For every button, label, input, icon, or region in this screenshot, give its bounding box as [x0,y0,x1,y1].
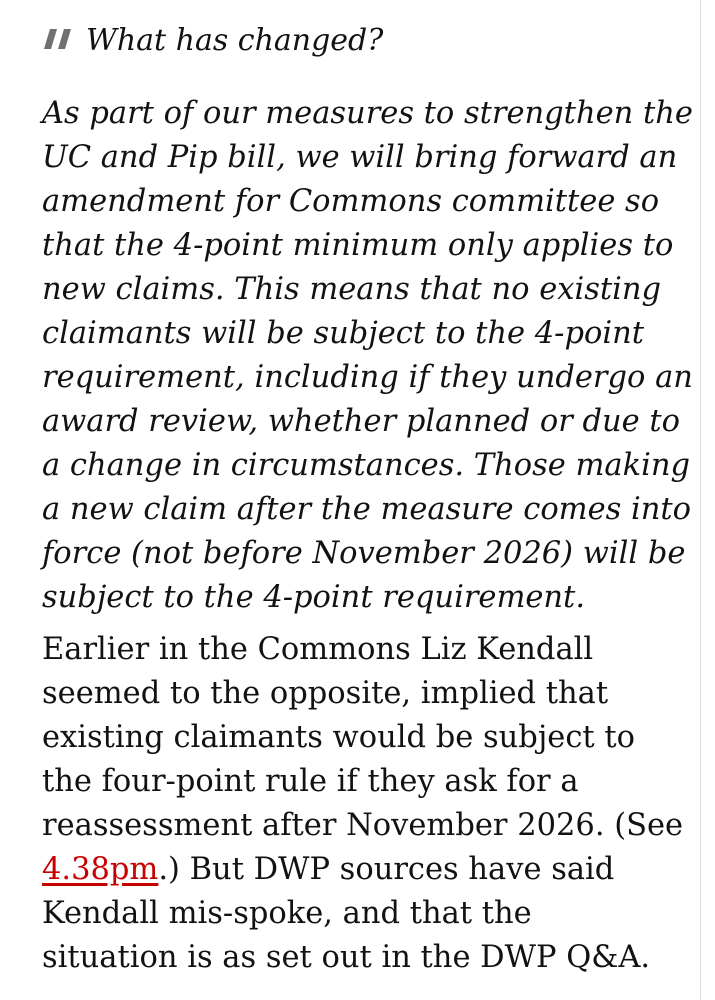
quote-line: amendment for Commons committee so [42,184,660,219]
body-paragraph [42,628,682,980]
quote-line: claimants will be subject to the 4-point [42,316,645,351]
paragraph-line: reassessment after November 2026. (See [42,808,684,843]
paragraph-line: Earlier in the Commons Liz Kendall [42,632,594,667]
quote-line: award review, whether planned or due to [42,404,681,439]
paragraph-line-tail: .) But DWP sources have said [158,852,615,887]
quote-heading [42,16,682,64]
paragraph-line: existing claimants would be subject to [42,720,635,755]
quote-line: a new claim after the measure comes into [42,492,692,527]
paragraph-line: seemed to the opposite, implied that [42,676,609,711]
paragraph-line: situation is as set out in the DWP Q&A. [42,940,651,975]
quote-line: that the 4-point minimum only applies to [42,228,674,263]
paragraph-line: the four-point rule if they ask for a [42,764,579,799]
quote-line: a change in circumstances. Those making [42,448,691,483]
quote-line: requirement, including if they undergo an [42,360,693,395]
quote-line: UC and Pip bill, we will bring forward an [42,140,678,175]
quote-line: subject to the 4-point requirement. [42,580,586,615]
column-divider [700,0,701,1000]
paragraph-line: Kendall mis-spoke, and that the [42,896,532,931]
quote-body [42,92,693,620]
quote-heading-text: What has changed? [86,22,384,58]
quote-line: As part of our measures to strengthen the [42,96,693,131]
quote-line: new claims. This means that no existing [42,272,662,307]
paragraph-line-with-link [42,848,682,892]
quote-mark-icon [42,28,82,52]
blockquote [42,16,693,620]
quote-line: force (not before November 2026) will be [42,536,686,571]
timestamp-link[interactable]: 4.38pm [42,852,159,887]
